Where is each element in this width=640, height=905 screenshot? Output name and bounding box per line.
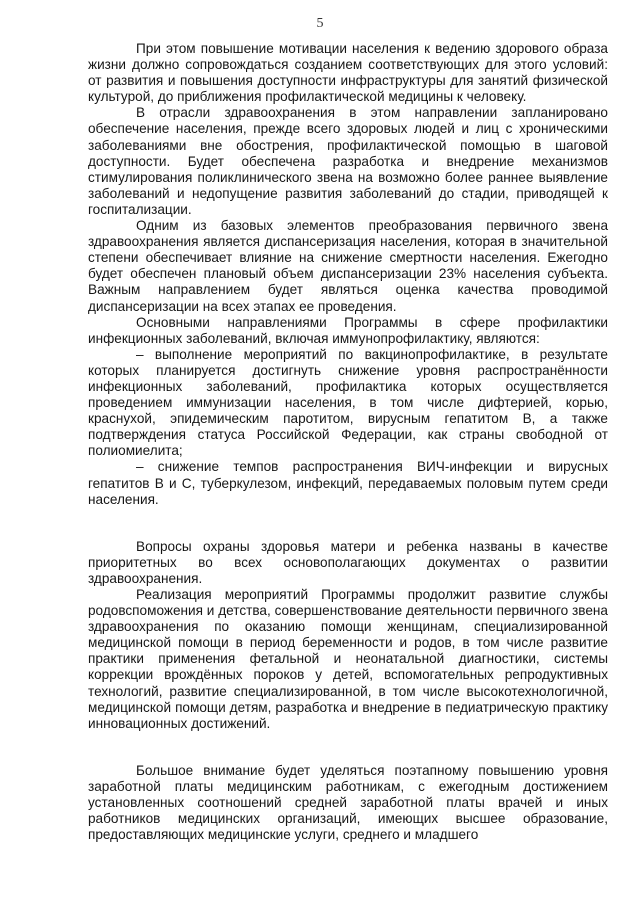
paragraph-mother-child: Вопросы охраны здоровья матери и ребенка названы в качестве приоритетных во всех основополагающих документах о развитии здравоохранения.	[88, 538, 608, 586]
page-number: 5	[316, 16, 324, 31]
paragraph-gap	[88, 732, 608, 763]
paragraph-gap	[88, 508, 608, 539]
paragraph-healthcare-branch: В отрасли здравоохранения в этом направлении запланировано обеспечение населения, прежде всего здоровых людей и лиц с хроническими заболеваниями вне обострения, профилактической помощью в шаговой доступности. Будет обеспечена разработка и внедрение механизмов стимулирования поликлинического звена на возможно более раннее выявление заболеваний и недопущение развития заболеваний до стадии, приводящей к госпитализации.	[88, 105, 608, 217]
list-item-vaccination: – выполнение мероприятий по вакцинопрофилактике, в результате которых планируется достигнуть снижение уровня распространённости инфекционных заболеваний, профилактика которых осуществляется проведением иммунизации населения, в том числе дифтерией, корью, краснухой, эпидемическим паротитом, вирусным гепатитом В, а также подтверждения статуса Российской Федерации, как страны свободной от полиомиелита;	[88, 346, 608, 459]
paragraph-motivation: При этом повышение мотивации населения к ведению здорового образа жизни должно сопровождаться созданием соответствующих для этого условий: от развития и повышения доступности инфраструктуры для занятий физической культурой, до приближения профилактической медицины к человеку.	[88, 41, 608, 105]
paragraph-program-implementation: Реализация мероприятий Программы продолжит развитие службы родовспоможения и детства, совершенствование деятельности первичного звена здравоохранения по оказанию помощи женщинам, специализированной медицинской помощи в период беременности и родов, в том числе развитие практики применения фетальной и неонатальной диагностики, системы коррекции врождённых пороков у детей, вспомогательных репродуктивных технологий, развитие специализированной, в том числе высокотехнологичной, медицинской помощи детям, разработка и внедрение в педиатрическую практику инновационных достижений.	[88, 587, 608, 731]
paragraph-dispensarization: Одним из базовых элементов преобразования первичного звена здравоохранения является диспансеризация населения, которая в значительной степени обеспечивает влияние на снижение смертности населения. Ежегодно будет обеспечен плановый объем диспансеризации 23% населения субъекта. Важным направлением будет являться оценка качества проводимой диспансеризации на всех этапах ее проведения.	[88, 218, 608, 314]
list-item-hiv: – снижение темпов распространения ВИЧ-инфекции и вирусных гепатитов В и С, туберкулезом, инфекций, передаваемых половым путем среди населения.	[88, 459, 608, 507]
paragraph-salary: Большое внимание будет уделяться поэтапному повышению уровня заработной платы медицинским работникам, с ежегодным достижением установленных соотношений средней заработной платы врачей и иных работников медицинских организаций, имеющих высшее образование, предоставляющих медицинские услуги, среднего и младшего	[88, 762, 608, 843]
document-body	[88, 41, 608, 843]
paragraph-infection-directions: Основными направлениями Программы в сфере профилактики инфекционных заболеваний, включая иммунопрофилактику, являются:	[88, 314, 608, 346]
